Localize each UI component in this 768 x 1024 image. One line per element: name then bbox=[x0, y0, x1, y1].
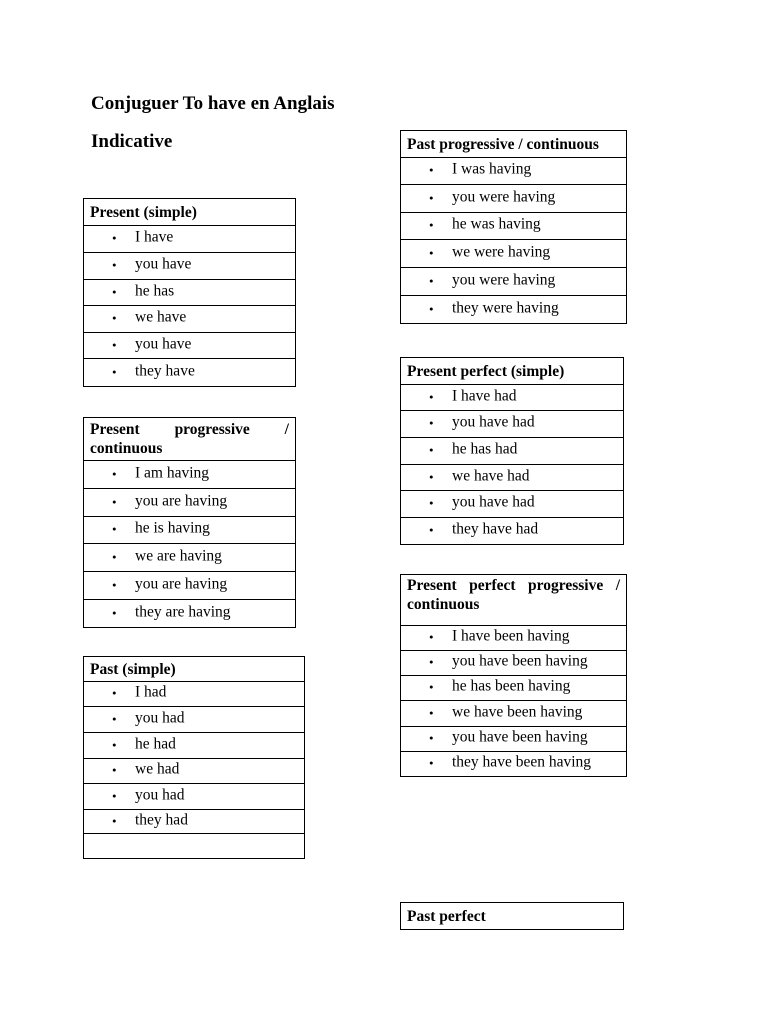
table-present-progressive bbox=[83, 417, 296, 628]
table-row: • he has had bbox=[401, 438, 624, 465]
table-present-perfect-progressive bbox=[400, 574, 627, 777]
bullet-icon: • bbox=[429, 389, 434, 405]
table-heading: Present perfect (simple) bbox=[401, 358, 624, 385]
bullet-icon: • bbox=[112, 762, 117, 778]
table-heading: Past perfect bbox=[401, 903, 624, 930]
bullet-icon: • bbox=[429, 245, 434, 261]
table-row: • they have had bbox=[401, 518, 624, 545]
table-row: • I was having bbox=[401, 158, 627, 185]
table-row: • you had bbox=[84, 707, 305, 733]
bullet-icon: • bbox=[112, 577, 117, 593]
table-heading: Present progressive / continuous bbox=[84, 418, 296, 461]
bullet-icon: • bbox=[112, 521, 117, 537]
bullet-icon: • bbox=[112, 337, 117, 353]
table-row: • you have been having bbox=[401, 651, 627, 676]
table-row: • I have been having bbox=[401, 626, 627, 651]
table-row: • you have been having bbox=[401, 727, 627, 752]
bullet-icon: • bbox=[112, 549, 117, 565]
bullet-icon: • bbox=[112, 605, 117, 621]
table-row: • you were having bbox=[401, 268, 627, 296]
bullet-icon: • bbox=[112, 310, 117, 326]
bullet-icon: • bbox=[112, 466, 117, 482]
bullet-icon: • bbox=[429, 162, 434, 178]
table-row: • we have bbox=[84, 306, 296, 333]
table-row: • you were having bbox=[401, 185, 627, 213]
table-past-progressive bbox=[400, 130, 627, 324]
table-row: • they were having bbox=[401, 296, 627, 324]
table-row: • he had bbox=[84, 733, 305, 759]
table-past-simple bbox=[83, 656, 305, 859]
bullet-icon: • bbox=[112, 494, 117, 510]
table-row-empty bbox=[84, 834, 305, 859]
bullet-icon: • bbox=[429, 730, 434, 746]
table-row: • I am having bbox=[84, 461, 296, 489]
table-row: • we were having bbox=[401, 240, 627, 268]
bullet-icon: • bbox=[112, 257, 117, 273]
bullet-icon: • bbox=[429, 629, 434, 645]
document-subtitle: Indicative bbox=[91, 131, 173, 152]
bullet-icon: • bbox=[112, 711, 117, 727]
bullet-icon: • bbox=[429, 705, 434, 721]
bullet-icon: • bbox=[112, 685, 117, 701]
table-row: • they have been having bbox=[401, 752, 627, 777]
table-row: • he has been having bbox=[401, 676, 627, 701]
table-heading: Present (simple) bbox=[84, 199, 296, 226]
table-row: • we have had bbox=[401, 465, 624, 491]
bullet-icon: • bbox=[429, 679, 434, 695]
table-row: • you have bbox=[84, 333, 296, 359]
bullet-icon: • bbox=[429, 301, 434, 317]
table-past-perfect bbox=[400, 902, 624, 930]
bullet-icon: • bbox=[429, 495, 434, 511]
bullet-icon: • bbox=[112, 737, 117, 753]
bullet-icon: • bbox=[429, 522, 434, 538]
table-row: • you are having bbox=[84, 489, 296, 517]
table-row: • you have had bbox=[401, 491, 624, 518]
table-row: • you are having bbox=[84, 572, 296, 600]
table-row: • they are having bbox=[84, 600, 296, 628]
bullet-icon: • bbox=[429, 273, 434, 289]
table-row: • they had bbox=[84, 810, 305, 834]
bullet-icon: • bbox=[429, 469, 434, 485]
table-row: • I have had bbox=[401, 385, 624, 411]
bullet-icon: • bbox=[429, 654, 434, 670]
table-present-simple bbox=[83, 198, 296, 387]
bullet-icon: • bbox=[429, 415, 434, 431]
table-row: • he was having bbox=[401, 213, 627, 240]
document-title: Conjuguer To have en Anglais bbox=[91, 93, 335, 114]
table-heading: Past (simple) bbox=[84, 657, 305, 682]
table-present-perfect bbox=[400, 357, 624, 545]
table-row: • we had bbox=[84, 759, 305, 784]
table-row: • I have bbox=[84, 226, 296, 253]
table-row: • he has bbox=[84, 280, 296, 306]
table-row: • you have bbox=[84, 253, 296, 280]
table-row: • you have had bbox=[401, 411, 624, 438]
bullet-icon: • bbox=[112, 284, 117, 300]
bullet-icon: • bbox=[429, 190, 434, 206]
bullet-icon: • bbox=[429, 442, 434, 458]
table-heading: Past progressive / continuous bbox=[401, 131, 627, 158]
bullet-icon: • bbox=[112, 813, 117, 829]
table-row: • I had bbox=[84, 682, 305, 707]
table-row: • we have been having bbox=[401, 701, 627, 727]
table-row: • he is having bbox=[84, 517, 296, 544]
bullet-icon: • bbox=[112, 788, 117, 804]
table-row: • they have bbox=[84, 359, 296, 387]
bullet-icon: • bbox=[429, 217, 434, 233]
table-row: • you had bbox=[84, 784, 305, 810]
bullet-icon: • bbox=[429, 755, 434, 771]
table-heading: Present perfect progressive / continuous bbox=[401, 575, 627, 626]
bullet-icon: • bbox=[112, 230, 117, 246]
bullet-icon: • bbox=[112, 364, 117, 380]
table-row: • we are having bbox=[84, 544, 296, 572]
